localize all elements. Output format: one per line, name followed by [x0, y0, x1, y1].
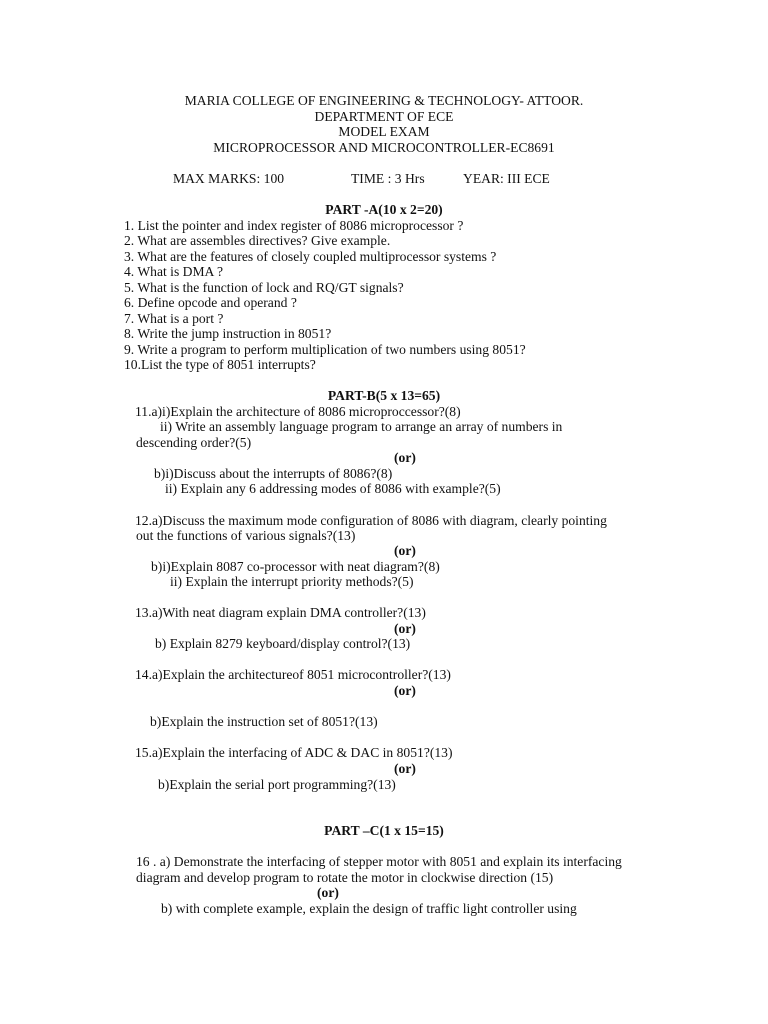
part-a-title: PART -A(10 x 2=20)	[325, 202, 443, 217]
or-separator: (or)	[394, 683, 416, 698]
question-12b-i: b)i)Explain 8087 co-processor with neat diagram?(8)	[151, 559, 440, 574]
question-16a: 16 . a) Demonstrate the interfacing of stepper motor with 8051 and explain its interfacing	[136, 854, 622, 869]
part-a-question: 3. What are the features of closely coupled multiprocessor systems ?	[124, 249, 497, 264]
exam-title: MODEL EXAM	[338, 124, 430, 139]
question-11a-ii-cont: descending order?(5)	[136, 435, 252, 450]
question-13a: 13.a)With neat diagram explain DMA controller?(13)	[135, 605, 426, 620]
question-15b: b)Explain the serial port programming?(13)	[158, 777, 396, 792]
question-15a: 15.a)Explain the interfacing of ADC & DAC in 8051?(13)	[135, 745, 453, 760]
or-separator: (or)	[317, 885, 339, 900]
or-separator: (or)	[394, 621, 416, 636]
question-12a-cont: out the functions of various signals?(13)	[136, 528, 356, 543]
question-12b-ii: ii) Explain the interrupt priority methods?(5)	[170, 574, 414, 589]
part-a-question: 5. What is the function of lock and RQ/GT signals?	[124, 280, 404, 295]
college-name: MARIA COLLEGE OF ENGINEERING & TECHNOLOGY- ATTOOR.	[184, 93, 584, 108]
exam-year: YEAR: III ECE	[463, 171, 550, 186]
part-a-question: 7. What is a port ?	[124, 311, 224, 326]
question-11a-ii: ii) Write an assembly language program to arrange an array of numbers in	[160, 419, 563, 434]
question-13b: b) Explain 8279 keyboard/display control?(13)	[155, 636, 411, 651]
subject-title: MICROPROCESSOR AND MICROCONTROLLER-EC8691	[213, 140, 555, 155]
question-16a-cont: diagram and develop program to rotate the motor in clockwise direction (15)	[136, 870, 554, 885]
or-separator: (or)	[394, 450, 416, 465]
question-14a: 14.a)Explain the architectureof 8051 microcontroller?(13)	[135, 667, 451, 682]
part-a-question: 8. Write the jump instruction in 8051?	[124, 326, 332, 341]
part-a-question: 2. What are assembles directives? Give example.	[124, 233, 391, 248]
question-11b-ii: ii) Explain any 6 addressing modes of 8086 with example?(5)	[165, 481, 501, 496]
part-b-title: PART-B(5 x 13=65)	[327, 388, 441, 403]
part-c-title: PART –C(1 x 15=15)	[324, 823, 444, 838]
exam-time: TIME : 3 Hrs	[351, 171, 425, 186]
part-a-question: 4. What is DMA ?	[124, 264, 224, 279]
or-separator: (or)	[394, 543, 416, 558]
question-14b: b)Explain the instruction set of 8051?(13)	[150, 714, 378, 729]
part-a-question: 9. Write a program to perform multiplication of two numbers using 8051?	[124, 342, 526, 357]
part-a-question: 10.List the type of 8051 interrupts?	[124, 357, 316, 372]
question-12a: 12.a)Discuss the maximum mode configuration of 8086 with diagram, clearly pointing	[135, 513, 607, 528]
part-a-question: 6. Define opcode and operand ?	[124, 295, 297, 310]
question-11b-i: b)i)Discuss about the interrupts of 8086?(8)	[154, 466, 393, 481]
question-16b: b) with complete example, explain the design of traffic light controller using	[161, 901, 577, 916]
or-separator: (or)	[394, 761, 416, 776]
part-a-question: 1. List the pointer and index register of 8086 microprocessor ?	[124, 218, 464, 233]
question-11a-i: 11.a)i)Explain the architecture of 8086 microproccessor?(8)	[135, 404, 461, 419]
max-marks: MAX MARKS: 100	[173, 171, 285, 186]
department-name: DEPARTMENT OF ECE	[314, 109, 454, 124]
